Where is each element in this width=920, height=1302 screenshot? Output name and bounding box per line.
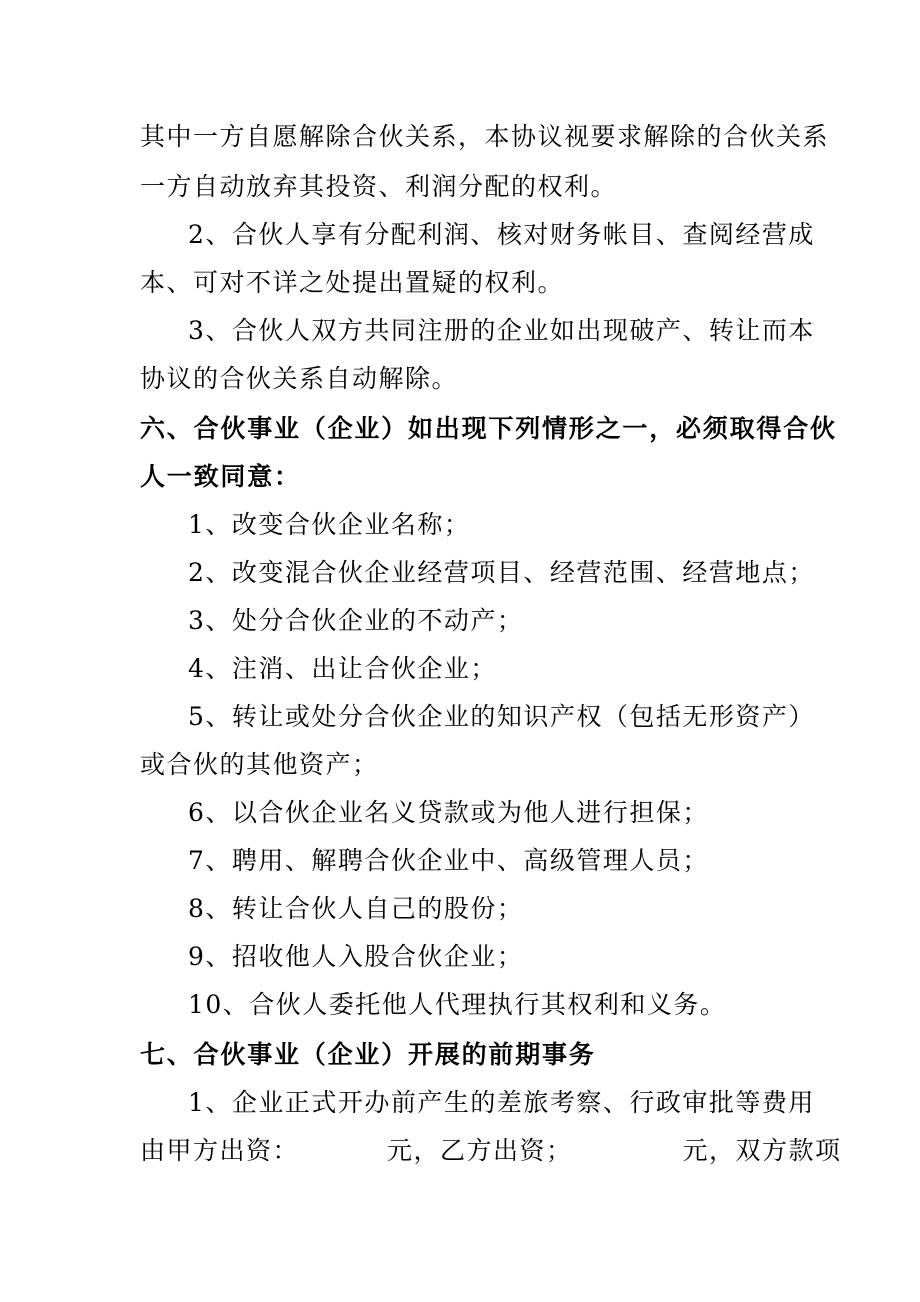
list-item: 9、招收他人入股合伙企业； — [188, 942, 524, 971]
list-item: 5、转让或处分合伙企业的知识产权（包括无形资产） — [188, 702, 815, 731]
funding-tail: 元，双方款项 — [682, 1136, 842, 1165]
list-item: 6、以合伙企业名义贷款或为他人进行担保； — [188, 798, 709, 827]
list-item: 2、改变混合伙企业经营项目、经营范围、经营地点； — [188, 558, 815, 587]
list-item: 7、聘用、解聘合伙企业中、高级管理人员； — [188, 846, 709, 875]
funding-party-a-label: 由甲方出资： — [140, 1136, 300, 1165]
list-item: 3、处分合伙企业的不动产； — [188, 606, 524, 635]
section-7-heading: 七、合伙事业（企业）开展的前期事务 — [140, 1040, 596, 1069]
paragraph-line: 其中一方自愿解除合伙关系，本协议视要求解除的合伙关系 — [140, 122, 830, 151]
clause-1-line: 1、企业正式开办前产生的差旅考察、行政审批等费用 — [188, 1088, 815, 1117]
funding-line — [140, 1134, 842, 1168]
list-item: 1、改变合伙企业名称； — [188, 510, 471, 539]
list-item: 4、注消、出让合伙企业； — [188, 654, 497, 683]
list-item: 10、合伙人委托他人代理执行其权利和义务。 — [188, 990, 727, 1019]
section-6-heading: 六、合伙事业（企业）如出现下列情形之一，必须取得合伙 — [140, 414, 837, 443]
paragraph-line: 一方自动放弃其投资、利润分配的权利。 — [140, 172, 618, 201]
clause-2-line: 2、合伙人享有分配利润、核对财务帐目、查阅经营成 — [188, 220, 815, 249]
section-6-heading-cont: 人一致同意： — [140, 462, 301, 491]
paragraph-line: 协议的合伙关系自动解除。 — [140, 364, 459, 393]
paragraph-line: 本、可对不详之处提出置疑的权利。 — [140, 268, 565, 297]
clause-3-line: 3、合伙人双方共同注册的企业如出现破产、转让而本 — [188, 316, 815, 345]
funding-party-b-label: 元，乙方出资； — [387, 1136, 573, 1165]
list-item-cont: 或合伙的其他资产； — [140, 750, 379, 779]
list-item: 8、转让合伙人自己的股份； — [188, 894, 524, 923]
